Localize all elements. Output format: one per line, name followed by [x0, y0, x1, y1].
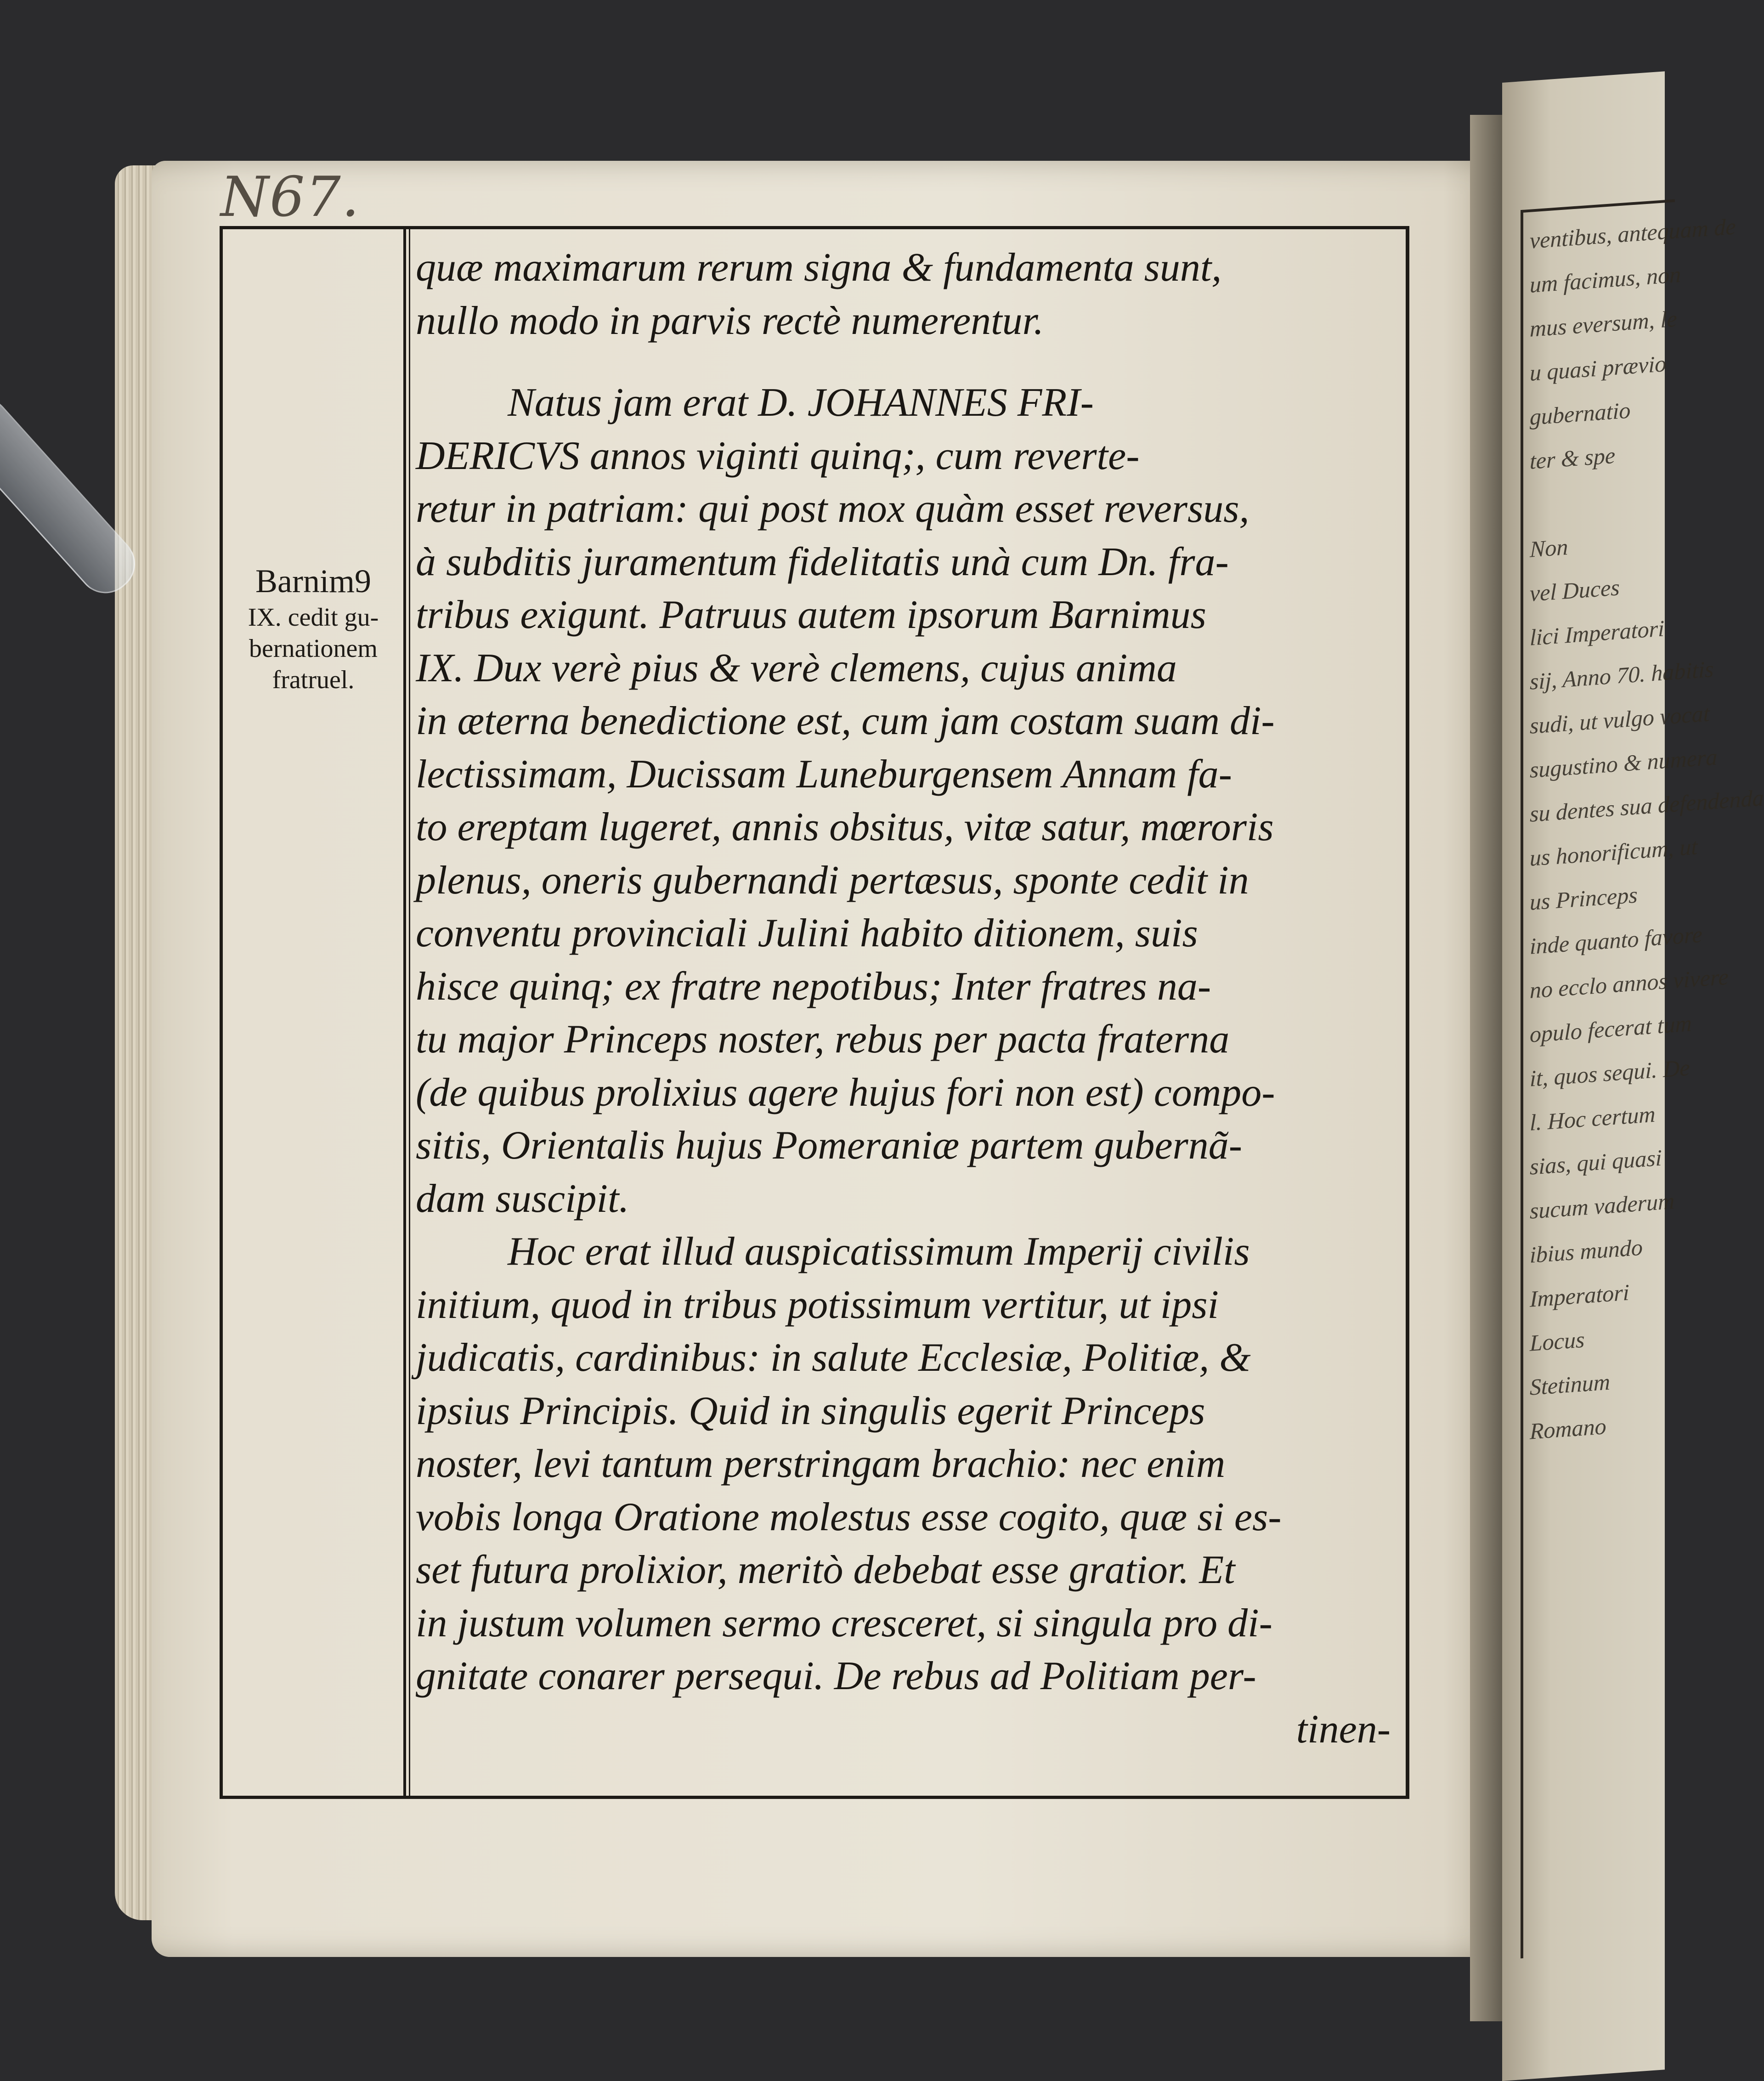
text-line: DERICVS annos viginti quinq;, cum reverte- — [416, 433, 1140, 478]
facing-page-line: sucum vaderum — [1530, 1188, 1675, 1224]
text-line: gnitate conarer persequi. De rebus ad Politiam per- — [416, 1654, 1256, 1698]
facing-page-line: u quasi prævio — [1530, 351, 1667, 386]
text-line: conventu provinciali Julini habito ditionem, suis — [416, 911, 1198, 956]
main-text-block — [416, 241, 1399, 1756]
text-line: tribus exigunt. Patruus autem ipsorum Barnimus — [416, 593, 1206, 637]
text-line: in æterna benedictione est, cum jam costam suam di- — [416, 699, 1275, 743]
text-line: ipsius Principis. Quid in singulis egerit Princeps — [416, 1388, 1205, 1433]
text-line: vobis longa Oratione molestus esse cogito, quæ si es- — [416, 1494, 1282, 1539]
text-line: noster, levi tantum perstringam brachio: nec enim — [416, 1442, 1226, 1486]
facing-page-line: lici Imperatori — [1530, 615, 1665, 650]
text-line: to ereptam lugeret, annis obsitus, vitæ satur, mœroris — [416, 805, 1274, 849]
marginal-note-line: Barnim9 — [255, 563, 371, 599]
facing-page-line: ter & spe — [1530, 442, 1616, 474]
facing-page-text — [1530, 209, 1764, 1453]
facing-page-line: Non — [1530, 533, 1568, 562]
text-line: dam suscipit. — [416, 1176, 629, 1221]
facing-page-line: sij, Anno 70. habitis — [1530, 656, 1714, 695]
facing-page-line: su dentes sua defendenda — [1530, 785, 1764, 827]
text-line: tu major Princeps noster, rebus per pacta fraterna — [416, 1017, 1230, 1062]
facing-page-line: Romano — [1530, 1413, 1606, 1444]
facing-page-line: Locus — [1530, 1326, 1585, 1356]
facing-page-line: sias, qui quasi — [1530, 1144, 1662, 1180]
facing-page-line: it, quos sequi. De — [1530, 1054, 1690, 1091]
margin-rule — [403, 229, 406, 1796]
text-line: in justum volumen sermo cresceret, si singula pro di- — [416, 1600, 1272, 1646]
facing-page-line: ibius mundo — [1530, 1234, 1643, 1268]
text-line: plenus, oneris gubernandi pertæsus, sponte cedit in — [416, 858, 1249, 903]
text-line: nullo modo in parvis rectè numerentur. — [416, 298, 1044, 343]
facing-page-line: l. Hoc certum — [1530, 1101, 1656, 1136]
text-line: IX. Dux verè pius & verè clemens, cujus anima — [416, 645, 1177, 690]
text-line: judicatis, cardinibus: in salute Ecclesiæ, Politiæ, & — [416, 1335, 1251, 1380]
facing-page-line: sugustino & numera — [1530, 744, 1718, 783]
facing-page-line: inde quanto favore — [1530, 921, 1702, 959]
facing-page-line: Imperatori — [1530, 1279, 1629, 1312]
facing-page — [1502, 71, 1764, 2081]
margin-rule-inner — [409, 229, 410, 1796]
facing-page-line: vel Duces — [1530, 574, 1620, 606]
text-line: sitis, Orientalis hujus Pomeraniæ partem gubernã- — [416, 1123, 1243, 1168]
text-line: initium, quod in tribus potissimum vertitur, ut ipsi — [416, 1282, 1219, 1327]
facing-page-line: us honorificum, ut — [1530, 833, 1698, 871]
text-line: hisce quinq; ex fratre nepotibus; Inter fratres na- — [416, 964, 1211, 1009]
facing-page-line: opulo fecerat tum — [1530, 1010, 1692, 1047]
marginal-note-line: fratruel. — [272, 666, 355, 694]
paragraph-first-line: Natus jam erat D. JOHANNES FRI- — [508, 380, 1094, 425]
paragraph-first-line: Hoc erat illud auspicatissimum Imperij civilis — [508, 1229, 1250, 1274]
catchword: tinen- — [1296, 1707, 1391, 1752]
folio-number: N67. — [220, 165, 360, 229]
text-line: à subditis juramentum fidelitatis unà cum Dn. fra- — [416, 539, 1229, 584]
text-line: quæ maximarum rerum signa & fundamenta sunt, — [416, 245, 1222, 290]
text-line: retur in patriam: qui post mox quàm esset reversus, — [416, 486, 1250, 531]
facing-page-line: um facimus, non — [1530, 261, 1681, 298]
facing-page-line: us Princeps — [1530, 882, 1638, 915]
marginal-note-line: IX. cedit gu- — [248, 603, 379, 632]
facing-page-line: mus eversum, le — [1530, 305, 1677, 342]
facing-page-line: ventibus, antequam de — [1530, 213, 1736, 254]
text-line: set futura prolixior, meritò debebat esse gratior. Et — [416, 1548, 1235, 1592]
marginal-note — [224, 560, 402, 696]
text-line: (de quibus prolixius agere hujus fori non est) compo- — [416, 1070, 1275, 1115]
facing-page-line: no ecclo annos vivere — [1530, 963, 1729, 1003]
facing-page-line: Stetinum — [1530, 1368, 1610, 1400]
facing-page-line: gubernatio — [1530, 397, 1631, 430]
marginal-note-line: bernationem — [249, 634, 378, 663]
text-line: lectissimam, Ducissam Luneburgensem Annam fa- — [416, 752, 1232, 797]
facing-page-line: sudi, ut vulgo vocat — [1530, 700, 1710, 739]
